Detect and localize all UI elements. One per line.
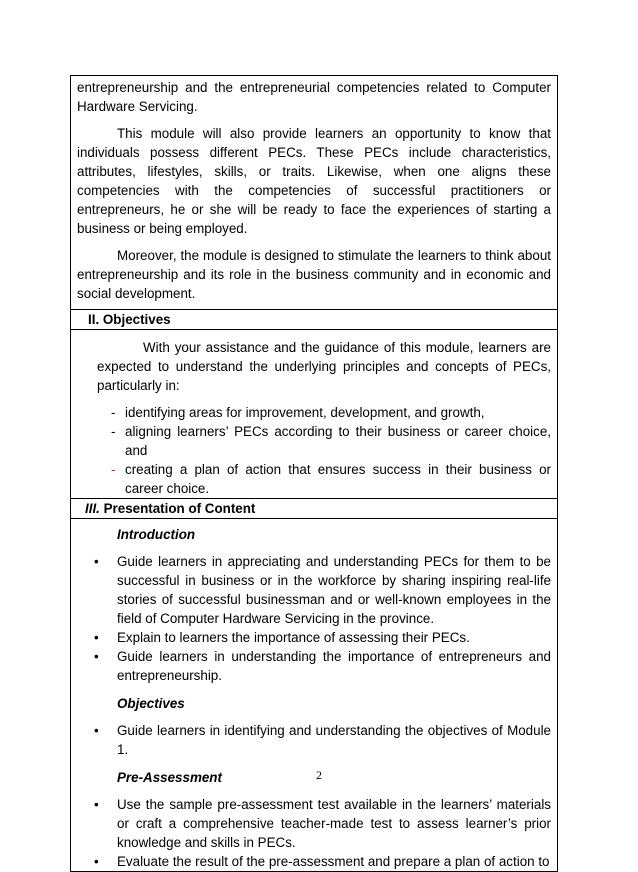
- intro-cell: [71, 76, 558, 310]
- introduction-subheading: Introduction: [117, 527, 196, 542]
- bullet-icon: •: [94, 854, 99, 869]
- intro-paragraph-1: entrepreneurship and the entrepreneurial competencies related to Computer Hardware Servicing.: [77, 80, 551, 114]
- bullet-icon: •: [94, 723, 99, 738]
- list-item: - creating a plan of action that ensures success in their business or career choice.: [111, 462, 551, 496]
- content-heading: III. Presentation of Content: [71, 499, 558, 519]
- bullet-icon: •: [94, 554, 99, 569]
- bullet-icon: •: [94, 649, 99, 664]
- bullet-icon: •: [94, 630, 99, 645]
- list-item: - identifying areas for improvement, development, and growth,: [111, 405, 485, 420]
- content-header-row: [71, 499, 558, 519]
- list-item: • Use the sample pre-assessment test available in the learners’ materials or craft a comprehensive teacher-made test to assess learner’s prior knowledge and skills in PECs.: [94, 797, 551, 850]
- pre-assessment-subheading: Pre-Assessment: [117, 770, 222, 785]
- pre-assessment-list: [77, 795, 551, 871]
- lesson-table: [70, 75, 558, 872]
- list-item: - aligning learners’ PECs according to their business or career choice, and: [111, 424, 551, 458]
- page-number: 2: [316, 768, 322, 782]
- list-item: • Guide learners in understanding the importance of entrepreneurs and entrepreneurship.: [94, 649, 551, 683]
- objectives-header-row: [71, 310, 558, 330]
- objectives-lead: With your assistance and the guidance of this module, learners are expected to understand the underlying principles and concepts of PECs, particularly in:: [97, 340, 551, 393]
- objectives-subheading: Objectives: [117, 696, 185, 711]
- dash-marker: -: [111, 462, 116, 477]
- bullet-icon: •: [94, 797, 99, 812]
- objectives-row: [71, 330, 558, 499]
- objectives-heading: II. Objectives: [71, 310, 558, 330]
- dash-marker: -: [111, 405, 116, 420]
- content-cell: [71, 519, 558, 872]
- intro-paragraph-3: Moreover, the module is designed to stimulate the learners to think about entrepreneurship and its role in the business community and in economic and social development.: [77, 248, 551, 301]
- list-item: • Guide learners in appreciating and understanding PECs for them to be successful in business or in the workforce by sharing inspiring real-life stories of successful businessman and or well-known employees in the field of Computer Hardware Servicing in the province.: [94, 554, 551, 626]
- list-item: • Explain to learners the importance of assessing their PECs.: [94, 630, 470, 645]
- intro-row: [71, 76, 558, 310]
- list-item: • Evaluate the result of the pre-assessment and prepare a plan of action to: [94, 854, 550, 869]
- objectives-cell: [71, 330, 558, 499]
- dash-marker: -: [111, 424, 116, 439]
- list-item: • Guide learners in identifying and understanding the objectives of Module 1.: [94, 723, 551, 757]
- intro-paragraph-2: This module will also provide learners an opportunity to know that individuals possess different PECs. These PECs include characteristics, attributes, lifestyles, skills, or traits. Likewise, when one aligns these competencies with the competencies of successful practitioners or entrepreneurs, he or she will be ready to face the experiences of starting a business or being employed.: [77, 126, 551, 236]
- objectives-bullet-list: [77, 721, 551, 759]
- content-row: [71, 519, 558, 872]
- introduction-list: [77, 552, 551, 685]
- objectives-list: [97, 403, 551, 498]
